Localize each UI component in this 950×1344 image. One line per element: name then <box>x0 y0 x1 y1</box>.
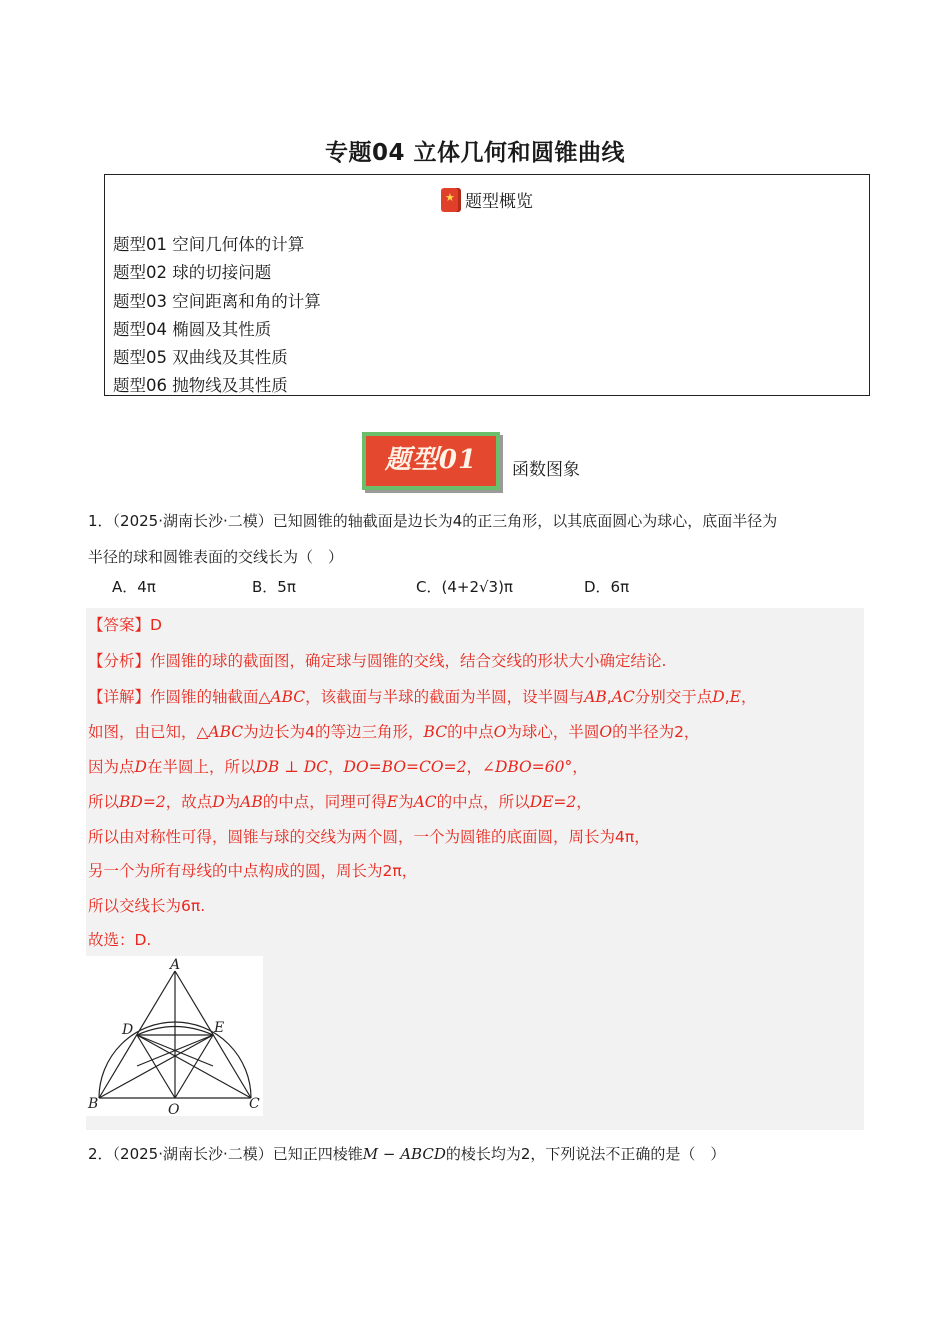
text: 为边长为4的等边三角形， <box>243 723 424 741</box>
question-number: 2． <box>88 1145 113 1163</box>
label-d: D <box>122 1022 134 1038</box>
text: 因为点 <box>88 758 135 776</box>
text: ，该截面与半球的截面为半圆，设半圆与 <box>305 688 585 706</box>
geometry-figure <box>86 956 263 1116</box>
section-badge: 题型01 <box>362 432 500 490</box>
text: 在半圆上，所以 <box>146 758 256 776</box>
text: 的半径为2， <box>612 723 700 741</box>
text: ， <box>466 758 482 776</box>
overview-list <box>113 231 321 401</box>
math: AB <box>584 688 607 706</box>
overview-item: 题型04 椭圆及其性质 <box>113 319 272 339</box>
text: 为球心，半圆 <box>506 723 600 741</box>
math: DO=BO=CO=2 <box>343 758 467 776</box>
text: ， <box>741 688 757 706</box>
question-number: 1． <box>88 512 113 530</box>
question-math: M − ABCD <box>362 1145 446 1163</box>
segment-eb <box>99 1035 213 1098</box>
text: 如图，由已知， <box>88 723 197 741</box>
math: D <box>712 688 725 706</box>
text: , <box>724 688 730 706</box>
math: BD=2 <box>119 793 166 811</box>
overview-item: 题型02 球的切接问题 <box>113 263 272 283</box>
text: 的中点，所以 <box>436 793 530 811</box>
overview-item: 题型03 空间距离和角的计算 <box>113 291 321 311</box>
question-text: 的棱长均为2，下列说法不正确的是（ ） <box>445 1145 726 1163</box>
math: D <box>134 758 147 776</box>
text: 的中点 <box>447 723 494 741</box>
question-text: （2025·湖南长沙·二模）已知正四棱锥 <box>112 1145 363 1163</box>
math: DE=2 <box>529 793 577 811</box>
detail-line-5: 所以由对称性可得，圆锥与球的交线为两个圆，一个为圆锥的底面圆，周长为4π， <box>88 828 650 846</box>
question-1-choices <box>112 576 812 600</box>
overview-heading <box>105 187 869 212</box>
math: AC <box>611 688 635 706</box>
text: 所以 <box>88 793 120 811</box>
analysis-line: 【分析】作圆锥的球的截面图，确定球与圆锥的交线，结合交线的形状大小确定结论. <box>88 652 667 670</box>
label-e: E <box>214 1020 225 1036</box>
section-label: 函数图象 <box>512 460 580 480</box>
text: ， <box>572 758 588 776</box>
text: , <box>606 688 612 706</box>
detail-line-4 <box>88 790 592 812</box>
question-1-line-2: 半径的球和圆锥表面的交线长为（ ） <box>88 548 344 566</box>
math: △ABC <box>196 723 244 741</box>
overview-item: 题型06 抛物线及其性质 <box>113 376 288 396</box>
text: 分别交于点 <box>634 688 713 706</box>
answer-line: 【答案】D <box>88 616 162 634</box>
math: BC <box>423 723 448 741</box>
label-a: A <box>170 957 181 973</box>
overview-item: 题型01 空间几何体的计算 <box>113 235 305 254</box>
question-1 <box>88 503 868 575</box>
label-c: C <box>249 1096 260 1112</box>
detail-line-1 <box>88 685 757 707</box>
detail-line-2 <box>88 720 699 742</box>
math: E <box>386 793 399 811</box>
text: 【详解】作圆锥的轴截面 <box>88 688 259 706</box>
solution-panel <box>86 608 864 1130</box>
math: AB <box>240 793 263 811</box>
text: 为 <box>224 793 241 811</box>
math: AC <box>413 793 437 811</box>
label-b: B <box>88 1096 99 1112</box>
overview-heading-text: 题型概览 <box>465 192 533 212</box>
question-1-line-1 <box>88 503 868 539</box>
math: E <box>729 688 741 706</box>
overview-box <box>104 174 870 396</box>
question-2 <box>88 1143 725 1164</box>
text: ，故点 <box>165 793 213 811</box>
choice-c[interactable]: C．(4+2√3)π <box>416 578 513 596</box>
text: 的中点，同理可得 <box>262 793 387 811</box>
detail-line-7: 所以交线长为6π. <box>88 897 206 915</box>
math: O <box>493 723 507 741</box>
text: ， <box>328 758 344 776</box>
figure-svg <box>86 956 263 1116</box>
math: ∠DBO=60° <box>481 758 573 776</box>
text: 为 <box>398 793 414 811</box>
overview-item: 题型05 双曲线及其性质 <box>113 348 288 368</box>
text: ， <box>576 793 592 811</box>
math: O <box>599 723 613 741</box>
detail-line-8: 故选：D. <box>88 931 152 949</box>
detail-line-3 <box>88 755 588 777</box>
choice-d[interactable]: D．6π <box>584 578 630 596</box>
math: △ABC <box>258 688 306 706</box>
choice-a[interactable]: A．4π <box>112 578 156 596</box>
question-text: （2025·湖南长沙·二模）已知圆锥的轴截面是边长为4的正三角形，以其底面圆心为球心，底面半径为 <box>112 512 778 530</box>
page-title: 专题04 立体几何和圆锥曲线 <box>324 140 625 166</box>
math: DB ⊥ DC <box>255 758 329 776</box>
book-icon <box>441 188 461 212</box>
detail-line-6: 另一个为所有母线的中点构成的圆，周长为2π， <box>88 862 418 880</box>
math: D <box>212 793 225 811</box>
segment-dc <box>137 1035 251 1098</box>
label-o: O <box>168 1102 180 1116</box>
choice-b[interactable]: B．5π <box>252 578 296 596</box>
